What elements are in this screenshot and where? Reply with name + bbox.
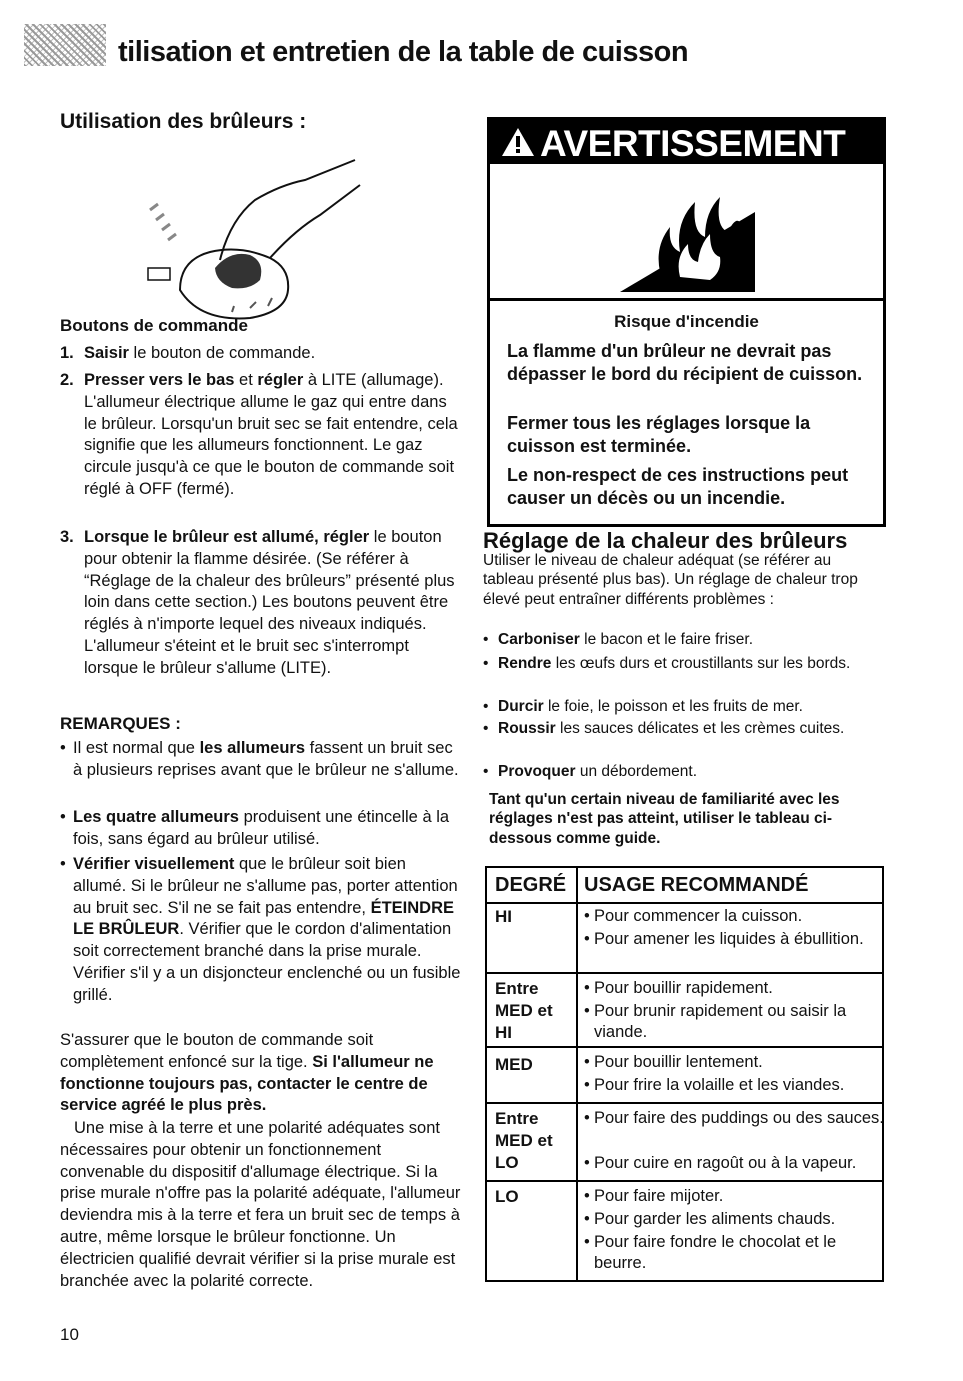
note-text: produisent une étincelle à la fois, sans égard au brûleur utilisé. bbox=[73, 808, 450, 848]
table-cell-degree: Entre MED et LO bbox=[495, 1109, 553, 1172]
table-cell-usage bbox=[584, 1186, 884, 1207]
step-2 bbox=[60, 370, 460, 501]
page-title: tilisation et entretien de la table de cuisson bbox=[118, 36, 689, 68]
bullet-dot: • bbox=[483, 655, 489, 672]
usage-text: Pour frire la volaille et les viandes. bbox=[594, 1076, 845, 1094]
table-rule bbox=[487, 972, 882, 974]
section-title-burners: Utilisation des brûleurs : bbox=[60, 110, 307, 133]
header-decoration bbox=[24, 24, 106, 66]
usage-text: Pour bouillir lentement. bbox=[594, 1053, 763, 1071]
table-rule bbox=[487, 902, 882, 904]
step-bold: Presser vers le bas bbox=[84, 371, 235, 389]
warning-line-3: Le non-respect de ces instructions peut causer un décès ou un incendie. bbox=[507, 465, 849, 508]
note-text: que le brûleur soit bien allumé. Si le brûleur ne s'allume pas, porter attention au bruit sec. S'il ne se fait pas entendre, bbox=[73, 855, 458, 917]
usage-text: Pour faire mijoter. bbox=[594, 1187, 724, 1205]
bullet-dot: • bbox=[584, 979, 590, 997]
table-rule bbox=[487, 1180, 882, 1182]
problem-text: le bacon et le faire friser. bbox=[579, 631, 754, 648]
table-cell-degree: HI bbox=[495, 907, 512, 926]
table-cell-usage bbox=[584, 1001, 884, 1043]
table-cell-degree: Entre MED et HI bbox=[495, 979, 553, 1042]
table-cell-usage bbox=[584, 978, 884, 999]
bullet-dot: • bbox=[584, 1210, 590, 1228]
bullet-dot: • bbox=[483, 698, 489, 715]
bullet-dot: • bbox=[584, 1109, 590, 1127]
warning-triangle-icon bbox=[500, 126, 536, 158]
bullet-dot: • bbox=[584, 1053, 590, 1071]
table-cell-usage bbox=[584, 929, 884, 950]
bullet-dot: • bbox=[584, 907, 590, 925]
table-column-divider bbox=[576, 868, 578, 1280]
paragraph-grounding: Une mise à la terre et une polarité adéquates sont nécessaires pour obtenir un fonctionnement convenable du dispositif d'allumage électrique. Si la prise murale n'offre pas la polarité adéquate, l'allumeur deviendra mis à la terre et fera un bruit sec de temps à autre, même lorsque le brûleur fonctionne. Un électricien qualifié devrait vérifier si la prise murale est branchée avec la polarité correcte. bbox=[60, 1119, 461, 1290]
table-cell-degree: MED bbox=[495, 1055, 533, 1074]
problem-bold: Roussir bbox=[498, 720, 556, 737]
table-cell-usage bbox=[584, 1232, 884, 1274]
problem-text: un débordement. bbox=[575, 763, 698, 780]
section-title-heat: Réglage de la chaleur des brûleurs bbox=[483, 528, 848, 553]
problem-item bbox=[483, 630, 883, 649]
bullet-dot: • bbox=[584, 930, 590, 948]
note-text-2: . Vérifier que le cordon d'alimentation soit correctement branché dans la prise murale. Vérifier s'il y a un disjoncteur enclenché ou un fusible grillé. bbox=[73, 920, 461, 1004]
problem-bold: Provoquer bbox=[498, 763, 576, 780]
bullet-dot: • bbox=[584, 1187, 590, 1205]
warning-box bbox=[487, 117, 886, 527]
table-rule bbox=[487, 1046, 882, 1048]
heat-intro: Utiliser le niveau de chaleur adéquat (se référer au tableau présenté plus bas). Un réglage de chaleur trop élevé peut entraîner différents problèmes : bbox=[483, 552, 858, 608]
step-text: à LITE (allumage). L'allumeur électrique allume le gaz qui entre dans le brûleur. Lorsqu'un bruit sec se fait entendre, cela signifie que les allumeurs fonctionnent. Le gaz circule jusqu'à ce que le bouton de commande soit réglé à OFF (fermé). bbox=[84, 371, 458, 498]
note-bold: Vérifier visuellement bbox=[73, 855, 235, 873]
usage-text: Pour brunir rapidement ou saisir la viande. bbox=[594, 1002, 847, 1041]
step-number: 3. bbox=[60, 528, 74, 546]
note-2 bbox=[60, 807, 462, 851]
problem-item bbox=[483, 762, 883, 781]
step-bold: Saisir bbox=[84, 344, 129, 362]
table-cell-usage bbox=[584, 1108, 884, 1129]
usage-text: Pour garder les aliments chauds. bbox=[594, 1210, 836, 1228]
table-rule bbox=[487, 1102, 882, 1104]
warning-risk: Risque d'incendie bbox=[614, 312, 759, 331]
paragraph-bold: Si l'allumeur ne fonctionne toujours pas, contacter le centre de service agréé le plus près. bbox=[60, 1052, 434, 1115]
bullet-dot: • bbox=[584, 1233, 590, 1251]
page-number: 10 bbox=[60, 1325, 79, 1344]
note-text: fassent un bruit sec à plusieurs reprises avant que le brûleur ne s'allume. bbox=[73, 739, 459, 779]
figure-caption: Boutons de commande bbox=[60, 316, 248, 335]
warning-line-2: Fermer tous les réglages lorsque la cuisson est terminée. bbox=[507, 413, 811, 456]
bullet-dot: • bbox=[483, 763, 489, 780]
table-cell-usage bbox=[584, 1075, 884, 1096]
warning-divider bbox=[490, 298, 883, 301]
control-knob-illustration bbox=[120, 140, 380, 340]
note-3 bbox=[60, 854, 462, 1007]
bullet-dot: • bbox=[483, 720, 489, 737]
remarks-title: REMARQUES : bbox=[60, 714, 181, 733]
step-number: 1. bbox=[60, 344, 74, 362]
table-cell-usage bbox=[584, 906, 884, 927]
table-cell-usage bbox=[584, 1153, 884, 1174]
table-header-usage: USAGE RECOMMANDÉ bbox=[584, 874, 809, 896]
problem-bold: Durcir bbox=[498, 698, 544, 715]
problem-text: les œufs durs et croustillants sur les bords. bbox=[551, 655, 851, 672]
step-number: 2. bbox=[60, 371, 74, 389]
step-text: le bouton pour obtenir la flamme désirée. (Se référer à “Réglage de la chaleur des brûleurs” présenté plus loin dans cette section.) Les boutons peuvent être réglés à n'importe lequel des niveaux indiqués. L'allumeur s'éteint et le bruit sec s'interrompt lorsque le brûleur s'allume (LITE). bbox=[84, 528, 455, 677]
step-bold-2: régler bbox=[257, 371, 304, 389]
paragraph-knob-check bbox=[60, 1030, 462, 1117]
bullet-dot: • bbox=[60, 739, 66, 757]
guide-note: Tant qu'un certain niveau de familiarité avec les réglages n'est pas atteint, utiliser le tableau ci-dessous comme guide. bbox=[489, 791, 840, 847]
note-pre: Il est normal que bbox=[73, 739, 200, 757]
paragraph-text: S'assurer que le bouton de commande soit complètement enfoncé sur la tige. bbox=[60, 1031, 374, 1071]
usage-text: Pour bouillir rapidement. bbox=[594, 979, 773, 997]
usage-text: Pour amener les liquides à ébullition. bbox=[594, 930, 864, 948]
heat-settings-table bbox=[485, 866, 884, 1282]
bullet-dot: • bbox=[584, 1076, 590, 1094]
step-1 bbox=[60, 343, 460, 365]
fire-icon bbox=[610, 182, 765, 294]
note-bold: les allumeurs bbox=[199, 739, 306, 757]
usage-text: Pour commencer la cuisson. bbox=[594, 907, 803, 925]
table-cell-degree: LO bbox=[495, 1187, 519, 1206]
step-3 bbox=[60, 527, 460, 680]
table-cell-usage bbox=[584, 1209, 884, 1230]
problem-text: le foie, le poisson et les fruits de mer. bbox=[543, 698, 803, 715]
bullet-dot: • bbox=[584, 1154, 590, 1172]
bullet-dot: • bbox=[60, 855, 66, 873]
warning-header bbox=[490, 120, 883, 164]
usage-text: Pour faire des puddings ou des sauces. bbox=[594, 1109, 884, 1127]
table-header-degree: DEGRÉ bbox=[495, 874, 567, 896]
usage-text: Pour faire fondre le chocolat et le beurre. bbox=[594, 1233, 837, 1272]
table-cell-usage bbox=[584, 1052, 884, 1073]
problem-item bbox=[483, 697, 883, 716]
problem-text: les sauces délicates et les crèmes cuites. bbox=[555, 720, 845, 737]
problem-bold: Carboniser bbox=[498, 631, 580, 648]
note-bold-2: ÉTEINDRE LE BRÛLEUR bbox=[73, 898, 455, 939]
bullet-dot: • bbox=[60, 808, 66, 826]
problem-item bbox=[483, 654, 883, 673]
problem-bold: Rendre bbox=[498, 655, 552, 672]
warning-title: AVERTISSEMENT bbox=[540, 123, 846, 164]
note-1 bbox=[60, 738, 462, 782]
problem-item bbox=[483, 719, 883, 738]
note-bold: Les quatre allumeurs bbox=[73, 808, 239, 826]
usage-text: Pour cuire en ragoût ou à la vapeur. bbox=[594, 1154, 857, 1172]
step-mid: et bbox=[234, 371, 258, 389]
bullet-dot: • bbox=[483, 631, 489, 648]
step-bold: Lorsque le brûleur est allumé, régler bbox=[84, 528, 370, 546]
bullet-dot: • bbox=[584, 1002, 590, 1020]
step-text: le bouton de commande. bbox=[128, 344, 316, 362]
warning-line-1: La flamme d'un brûleur ne devrait pas dépasser le bord du récipient de cuisson. bbox=[507, 341, 863, 384]
